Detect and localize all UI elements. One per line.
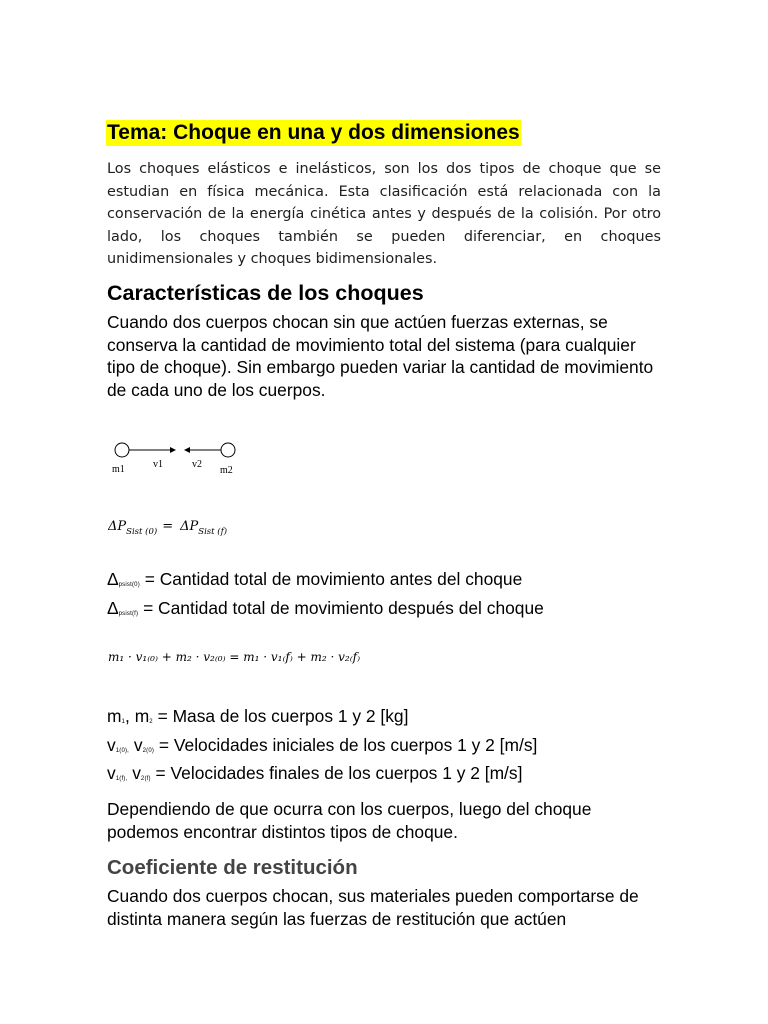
delta-definition-after xyxy=(107,597,544,626)
var-m2-subscript: 2 xyxy=(149,719,153,725)
collision-diagram xyxy=(106,438,246,482)
variable-final-velocity-line xyxy=(107,762,537,791)
var-mass-description: = Masa de los cuerpos 1 y 2 [kg] xyxy=(152,706,409,726)
eq1-equals: = xyxy=(162,519,174,534)
delta-symbol: Δ xyxy=(107,569,119,589)
label-v1: v1 xyxy=(153,459,163,470)
svg-text:ΔPSist (0)=ΔPSist (f) xyxy=(108,519,227,537)
delta-definition-before xyxy=(107,568,544,597)
var-v1f-subscript: 1(f), xyxy=(115,776,128,783)
label-m2: m2 xyxy=(220,465,233,476)
var-v2f-subscript: 2(f) xyxy=(140,776,151,783)
delta-definitions xyxy=(107,568,544,625)
eq1-sub-right: Sist (f) xyxy=(198,527,228,537)
var-v20-subscript: 2(0) xyxy=(142,747,155,754)
variable-definitions xyxy=(107,705,537,791)
var-v1f-symbol: v xyxy=(107,763,116,784)
label-v2: v2 xyxy=(192,459,202,470)
section-heading-coeficiente: Coeficiente de restitución xyxy=(107,856,358,879)
var-v1-symbol: v xyxy=(107,734,116,755)
var-final-velocity-description: = Velocidades finales de los cuerpos 1 y 2 [m/s] xyxy=(150,763,523,784)
delta-definition-before-text: = Cantidad total de movimiento antes del choque xyxy=(139,569,523,589)
delta-subscript-before: psist(0) xyxy=(118,582,140,588)
section-heading-caracteristicas: Características de los choques xyxy=(107,281,424,305)
var-v2-symbol: v xyxy=(129,734,143,755)
mass-1-circle xyxy=(115,443,129,457)
eq1-rhs: ΔP xyxy=(180,519,199,534)
caracteristicas-paragraph: Cuando dos cuerpos chocan sin que actúen fuerzas externas, se conserva la cantidad de movimiento total del sistema (para cualquier tipo de choque). Sin embargo pueden variar la cantidad de movimiento de cada uno de los cuerpos. xyxy=(107,312,654,400)
var-m2-symbol: , m xyxy=(125,706,150,726)
velocity-2-arrowhead xyxy=(184,447,190,453)
label-m1: m1 xyxy=(112,464,125,475)
page-title: Tema: Choque en una y dos dimensiones xyxy=(107,121,520,144)
velocity-1-arrowhead xyxy=(170,447,176,453)
variable-initial-velocity-line xyxy=(107,734,537,763)
momentum-conservation-equation xyxy=(108,516,258,542)
var-m1-symbol: m xyxy=(107,706,122,726)
delta-symbol: Δ xyxy=(107,597,119,618)
delta-definition-after-text: = Cantidad total de movimiento después del choque xyxy=(138,597,544,618)
var-m1-subscript: 1 xyxy=(121,719,126,725)
coeficiente-paragraph: Cuando dos cuerpos chocan, sus materiales pueden comportarse de distinta manera según las fuerzas de restitución que actúen xyxy=(107,886,639,929)
eq2-text: m₁ · v₁₍₀₎ + m₂ · v₂₍₀₎ = m₁ · v₁₍f₎ + m₂ · v₂₍f₎ xyxy=(108,650,361,664)
var-initial-velocity-description: = Velocidades iniciales de los cuerpos 1 y 2 [m/s] xyxy=(154,734,538,755)
momentum-expanded-equation xyxy=(108,645,428,671)
eq1-sub-left: Sist (0) xyxy=(126,527,158,537)
eq1-lhs: ΔP xyxy=(108,519,127,534)
variable-mass-line xyxy=(107,705,537,734)
mass-2-circle xyxy=(221,443,235,457)
delta-subscript-after: psist(f) xyxy=(118,610,139,617)
intro-paragraph: Los choques elásticos e inelásticos, son los dos tipos de choque que se estudian en física mecánica. Esta clasificación está relacionada con la conservación de la energía cinética antes y después de la colisión. Por otro lado, los choques también se pueden diferenciar, en choques unidimensionales y choques bidimensionales. xyxy=(107,161,661,268)
var-v2f-symbol: v xyxy=(127,763,141,784)
var-v10-subscript: 1(0), xyxy=(115,747,130,754)
choque-types-paragraph: Dependiendo de que ocurra con los cuerpos, luego del choque podemos encontrar distintos tipos de choque. xyxy=(107,799,592,842)
